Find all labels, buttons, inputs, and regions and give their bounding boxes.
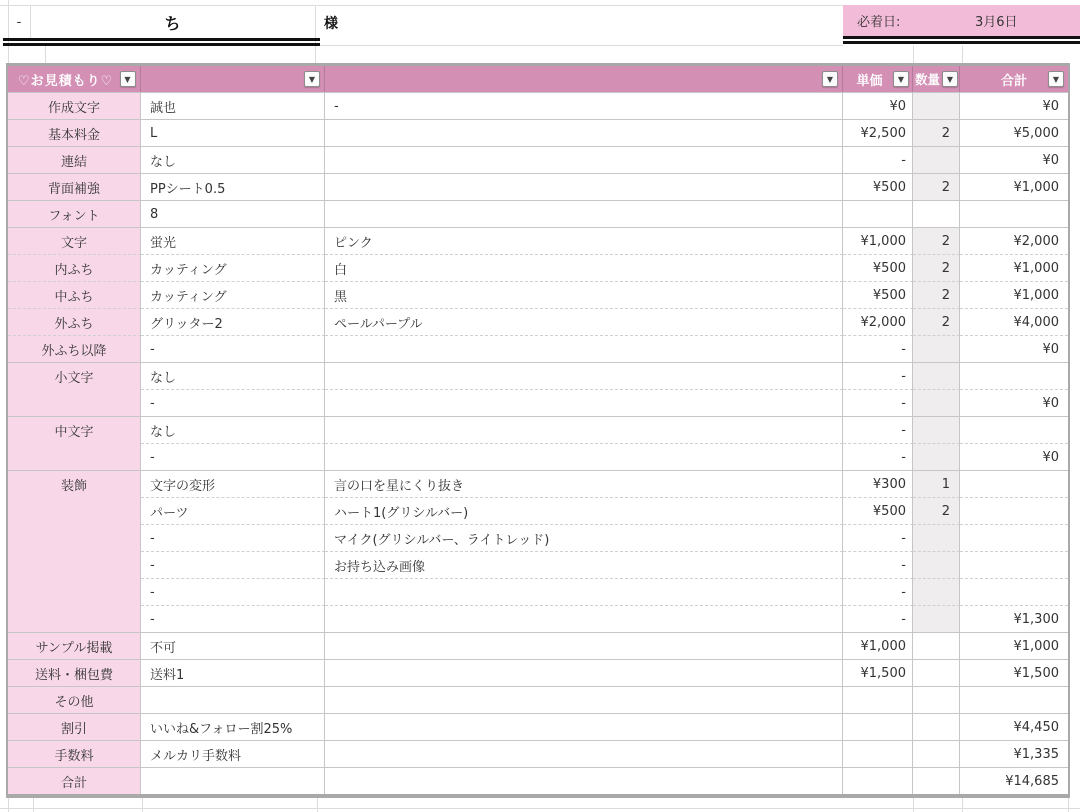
gridline <box>317 798 318 812</box>
total-cell[interactable]: ¥1,000 <box>960 281 1068 308</box>
double-rule-right-top <box>843 36 1080 39</box>
total-cell[interactable] <box>960 470 1068 497</box>
filter-dropdown-icon[interactable]: ▼ <box>893 71 909 87</box>
table-row <box>8 551 1068 578</box>
double-rule-right-bottom <box>843 41 1080 44</box>
header-cell-description[interactable] <box>325 66 843 92</box>
unit-price-cell[interactable] <box>843 740 913 767</box>
gridline <box>962 798 963 812</box>
option-cell[interactable]: - <box>141 335 325 362</box>
unit-price-cell[interactable]: ¥500 <box>843 254 913 281</box>
option-cell[interactable]: - <box>141 551 325 578</box>
row-label-cell[interactable]: 合計 <box>8 767 141 794</box>
description-cell[interactable] <box>325 713 843 740</box>
unit-price-cell[interactable]: - <box>843 416 913 443</box>
description-cell[interactable]: 言の口を星にくり抜き <box>325 470 843 497</box>
total-cell[interactable]: ¥1,300 <box>960 605 1068 632</box>
row-label-cell[interactable]: 文字 <box>8 227 141 254</box>
total-cell[interactable]: ¥5,000 <box>960 119 1068 146</box>
quantity-cell[interactable]: 2 <box>913 173 960 200</box>
header-cell-option[interactable] <box>141 66 325 92</box>
table-row <box>8 470 1068 497</box>
row-label-cell[interactable]: 内ふち <box>8 254 141 281</box>
description-cell[interactable] <box>325 605 843 632</box>
table-row <box>8 362 1068 389</box>
total-cell[interactable]: ¥2,000 <box>960 227 1068 254</box>
total-cell[interactable]: ¥0 <box>960 443 1068 470</box>
total-cell[interactable] <box>960 524 1068 551</box>
filter-dropdown-icon[interactable]: ▼ <box>942 71 958 87</box>
unit-price-cell[interactable]: - <box>843 578 913 605</box>
option-cell[interactable]: 8 <box>141 200 325 227</box>
gridline <box>0 808 1080 809</box>
total-cell[interactable] <box>960 551 1068 578</box>
due-date-label: 必着日: <box>857 15 901 30</box>
row-label-cell[interactable]: 連結 <box>8 146 141 173</box>
row-label-cell[interactable] <box>8 605 141 632</box>
total-cell[interactable]: ¥1,500 <box>960 659 1068 686</box>
description-cell[interactable]: ピンク <box>325 227 843 254</box>
row-label-cell[interactable]: 送料・梱包費 <box>8 659 141 686</box>
unit-price-cell[interactable]: ¥0 <box>843 92 913 119</box>
option-cell[interactable]: 誠也 <box>141 92 325 119</box>
total-cell[interactable] <box>960 200 1068 227</box>
option-cell[interactable]: 送料1 <box>141 659 325 686</box>
unit-price-cell[interactable] <box>843 713 913 740</box>
total-cell[interactable]: ¥1,000 <box>960 173 1068 200</box>
description-cell[interactable] <box>325 632 843 659</box>
table-row <box>8 740 1068 767</box>
quantity-cell[interactable] <box>913 551 960 578</box>
total-cell[interactable]: ¥14,685 <box>960 767 1068 794</box>
unit-price-cell[interactable]: - <box>843 146 913 173</box>
total-cell[interactable]: ¥1,000 <box>960 254 1068 281</box>
description-cell[interactable]: 白 <box>325 254 843 281</box>
description-cell[interactable] <box>325 578 843 605</box>
total-cell[interactable]: ¥1,335 <box>960 740 1068 767</box>
unit-price-cell[interactable]: ¥1,500 <box>843 659 913 686</box>
row-label-cell[interactable]: フォント <box>8 200 141 227</box>
option-cell[interactable]: - <box>141 524 325 551</box>
quantity-cell[interactable] <box>913 659 960 686</box>
table-row <box>8 227 1068 254</box>
option-cell[interactable] <box>141 686 325 713</box>
row-label-cell[interactable]: 外ふち <box>8 308 141 335</box>
description-cell[interactable]: お持ち込み画像 <box>325 551 843 578</box>
total-cell[interactable] <box>960 416 1068 443</box>
description-cell[interactable]: 黒 <box>325 281 843 308</box>
filter-dropdown-icon[interactable]: ▼ <box>822 71 838 87</box>
row-label-cell[interactable] <box>8 497 141 524</box>
table-row <box>8 281 1068 308</box>
row-label-cell[interactable] <box>8 578 141 605</box>
quantity-cell[interactable]: 2 <box>913 254 960 281</box>
row-label-cell[interactable]: 中ふち <box>8 281 141 308</box>
option-cell[interactable]: カッティング <box>141 254 325 281</box>
table-row <box>8 173 1068 200</box>
total-cell[interactable]: ¥4,000 <box>960 308 1068 335</box>
gridline <box>320 45 843 46</box>
row-label-cell[interactable]: 手数料 <box>8 740 141 767</box>
due-date-band[interactable] <box>843 5 1080 36</box>
double-rule-left-top <box>3 38 320 41</box>
filter-dropdown-icon[interactable]: ▼ <box>120 71 136 87</box>
description-cell[interactable] <box>325 335 843 362</box>
quantity-cell[interactable] <box>913 524 960 551</box>
quantity-cell[interactable] <box>913 713 960 740</box>
description-cell[interactable]: ペールパープル <box>325 308 843 335</box>
description-cell[interactable] <box>325 173 843 200</box>
description-cell[interactable] <box>325 443 843 470</box>
unit-price-cell[interactable]: - <box>843 443 913 470</box>
option-cell[interactable]: PPシート0.5 <box>141 173 325 200</box>
unit-price-cell[interactable]: - <box>843 524 913 551</box>
table-body <box>8 92 1068 794</box>
table-row <box>8 605 1068 632</box>
option-cell[interactable]: グリッター2 <box>141 308 325 335</box>
row-label-cell[interactable] <box>8 524 141 551</box>
table-row <box>8 146 1068 173</box>
gridline <box>8 798 9 812</box>
row-label-cell[interactable]: 背面補強 <box>8 173 141 200</box>
unit-price-cell[interactable]: - <box>843 362 913 389</box>
quantity-cell[interactable]: 2 <box>913 308 960 335</box>
unit-price-cell[interactable]: ¥2,000 <box>843 308 913 335</box>
unit-price-cell[interactable]: ¥1,000 <box>843 632 913 659</box>
total-cell[interactable] <box>960 362 1068 389</box>
estimate-table <box>6 63 1070 798</box>
unit-price-cell[interactable] <box>843 200 913 227</box>
description-cell[interactable] <box>325 659 843 686</box>
quantity-cell[interactable] <box>913 686 960 713</box>
description-cell[interactable] <box>325 362 843 389</box>
quantity-cell[interactable]: 2 <box>913 119 960 146</box>
unit-price-cell[interactable]: ¥2,500 <box>843 119 913 146</box>
quantity-cell[interactable] <box>913 416 960 443</box>
gridline <box>1068 798 1069 812</box>
description-cell[interactable]: マイク(グリシルバー、ライトレッド) <box>325 524 843 551</box>
description-cell[interactable] <box>325 146 843 173</box>
quantity-cell[interactable] <box>913 200 960 227</box>
option-cell[interactable]: 不可 <box>141 632 325 659</box>
option-cell[interactable]: なし <box>141 146 325 173</box>
quantity-cell[interactable] <box>913 632 960 659</box>
table-row <box>8 443 1068 470</box>
row-label-cell[interactable] <box>8 551 141 578</box>
table-row <box>8 578 1068 605</box>
gridline <box>913 46 914 63</box>
description-cell[interactable] <box>325 416 843 443</box>
row-label-cell[interactable]: 割引 <box>8 713 141 740</box>
quantity-cell[interactable] <box>913 335 960 362</box>
option-cell[interactable]: - <box>141 605 325 632</box>
quantity-cell[interactable] <box>913 389 960 416</box>
filter-dropdown-icon[interactable]: ▼ <box>1048 71 1064 87</box>
quantity-cell[interactable]: 2 <box>913 227 960 254</box>
total-cell[interactable]: ¥0 <box>960 389 1068 416</box>
description-cell[interactable]: - <box>325 92 843 119</box>
quantity-cell[interactable] <box>913 578 960 605</box>
unit-price-cell[interactable]: ¥500 <box>843 173 913 200</box>
unit-price-cell[interactable]: ¥1,000 <box>843 227 913 254</box>
table-row <box>8 389 1068 416</box>
total-cell[interactable]: ¥4,450 <box>960 713 1068 740</box>
quantity-cell[interactable]: 2 <box>913 281 960 308</box>
total-cell[interactable] <box>960 497 1068 524</box>
due-date-value: 3月6日 <box>975 15 1018 30</box>
description-cell[interactable] <box>325 767 843 794</box>
quantity-cell[interactable]: 1 <box>913 470 960 497</box>
unit-price-cell[interactable]: ¥300 <box>843 470 913 497</box>
unit-price-cell[interactable] <box>843 767 913 794</box>
row-label-cell[interactable]: 中文字 <box>8 416 141 443</box>
gridline <box>33 798 34 812</box>
table-row <box>8 335 1068 362</box>
unit-price-cell[interactable]: - <box>843 605 913 632</box>
description-cell[interactable] <box>325 686 843 713</box>
quantity-cell[interactable]: 2 <box>913 497 960 524</box>
total-header-label: 合計 <box>1000 73 1027 89</box>
total-cell[interactable]: ¥0 <box>960 335 1068 362</box>
filter-dropdown-icon[interactable]: ▼ <box>304 71 320 87</box>
row-label-cell[interactable]: 作成文字 <box>8 92 141 119</box>
double-rule-left-bottom <box>3 43 320 46</box>
quantity-cell[interactable] <box>913 767 960 794</box>
description-cell[interactable] <box>325 119 843 146</box>
option-cell[interactable]: いいね&フォロー割25% <box>141 713 325 740</box>
unit-price-cell[interactable] <box>843 686 913 713</box>
quantity-cell[interactable] <box>913 146 960 173</box>
table-row <box>8 767 1068 794</box>
option-cell[interactable]: 文字の変形 <box>141 470 325 497</box>
recipient-name-cell[interactable]: ち <box>164 14 181 33</box>
unit-price-cell[interactable]: ¥500 <box>843 497 913 524</box>
unit-price-cell[interactable]: - <box>843 389 913 416</box>
option-cell[interactable]: カッティング <box>141 281 325 308</box>
total-cell[interactable] <box>960 686 1068 713</box>
total-cell[interactable]: ¥0 <box>960 146 1068 173</box>
total-cell[interactable]: ¥0 <box>960 92 1068 119</box>
table-row <box>8 659 1068 686</box>
option-cell[interactable]: L <box>141 119 325 146</box>
unit-price-cell[interactable]: - <box>843 551 913 578</box>
description-cell[interactable] <box>325 389 843 416</box>
total-cell[interactable] <box>960 578 1068 605</box>
header-cell-total[interactable] <box>960 66 1068 92</box>
option-cell[interactable]: - <box>141 389 325 416</box>
gridline <box>962 46 963 63</box>
table-row <box>8 254 1068 281</box>
row-label-cell[interactable]: その他 <box>8 686 141 713</box>
table-row <box>8 308 1068 335</box>
recipient-dash-cell[interactable]: - <box>16 15 22 30</box>
table-row <box>8 524 1068 551</box>
option-cell[interactable]: 蛍光 <box>141 227 325 254</box>
table-row <box>8 92 1068 119</box>
quantity-cell[interactable] <box>913 92 960 119</box>
row-label-cell[interactable] <box>8 389 141 416</box>
quantity-cell[interactable] <box>913 362 960 389</box>
table-row <box>8 632 1068 659</box>
header-cell-unit-price[interactable] <box>843 66 913 92</box>
option-cell[interactable]: なし <box>141 416 325 443</box>
unit-price-header-label: 単価 <box>856 73 883 89</box>
quantity-cell[interactable] <box>913 443 960 470</box>
table-row <box>8 497 1068 524</box>
option-cell[interactable]: パーツ <box>141 497 325 524</box>
row-label-cell[interactable]: 小文字 <box>8 362 141 389</box>
quantity-cell[interactable] <box>913 740 960 767</box>
header-cell-quantity[interactable] <box>913 66 960 92</box>
gridline <box>45 46 46 63</box>
recipient-honorific-cell[interactable]: 様 <box>324 15 338 32</box>
quantity-cell[interactable] <box>913 605 960 632</box>
row-label-cell[interactable]: 基本料金 <box>8 119 141 146</box>
option-cell[interactable]: なし <box>141 362 325 389</box>
gridline <box>913 798 914 812</box>
table-row <box>8 416 1068 443</box>
option-cell[interactable] <box>141 767 325 794</box>
table-row <box>8 713 1068 740</box>
row-label-cell[interactable]: 装飾 <box>8 470 141 497</box>
option-cell[interactable]: メルカリ手数料 <box>141 740 325 767</box>
unit-price-cell[interactable]: - <box>843 335 913 362</box>
table-header-row <box>8 66 1068 92</box>
row-label-cell[interactable]: 外ふち以降 <box>8 335 141 362</box>
gridline <box>142 798 143 812</box>
description-cell[interactable] <box>325 200 843 227</box>
description-cell[interactable]: ハート1(グリシルバー) <box>325 497 843 524</box>
option-cell[interactable]: - <box>141 578 325 605</box>
table-row <box>8 200 1068 227</box>
description-cell[interactable] <box>325 740 843 767</box>
estimate-title: ♡お見積もり♡ <box>18 73 114 89</box>
option-cell[interactable]: - <box>141 443 325 470</box>
header-cell-title[interactable] <box>8 66 141 92</box>
row-label-cell[interactable]: サンプル掲載 <box>8 632 141 659</box>
total-cell[interactable]: ¥1,000 <box>960 632 1068 659</box>
quantity-header-label: 数量 <box>915 72 941 87</box>
table-row <box>8 119 1068 146</box>
table-row <box>8 686 1068 713</box>
unit-price-cell[interactable]: ¥500 <box>843 281 913 308</box>
row-label-cell[interactable] <box>8 443 141 470</box>
